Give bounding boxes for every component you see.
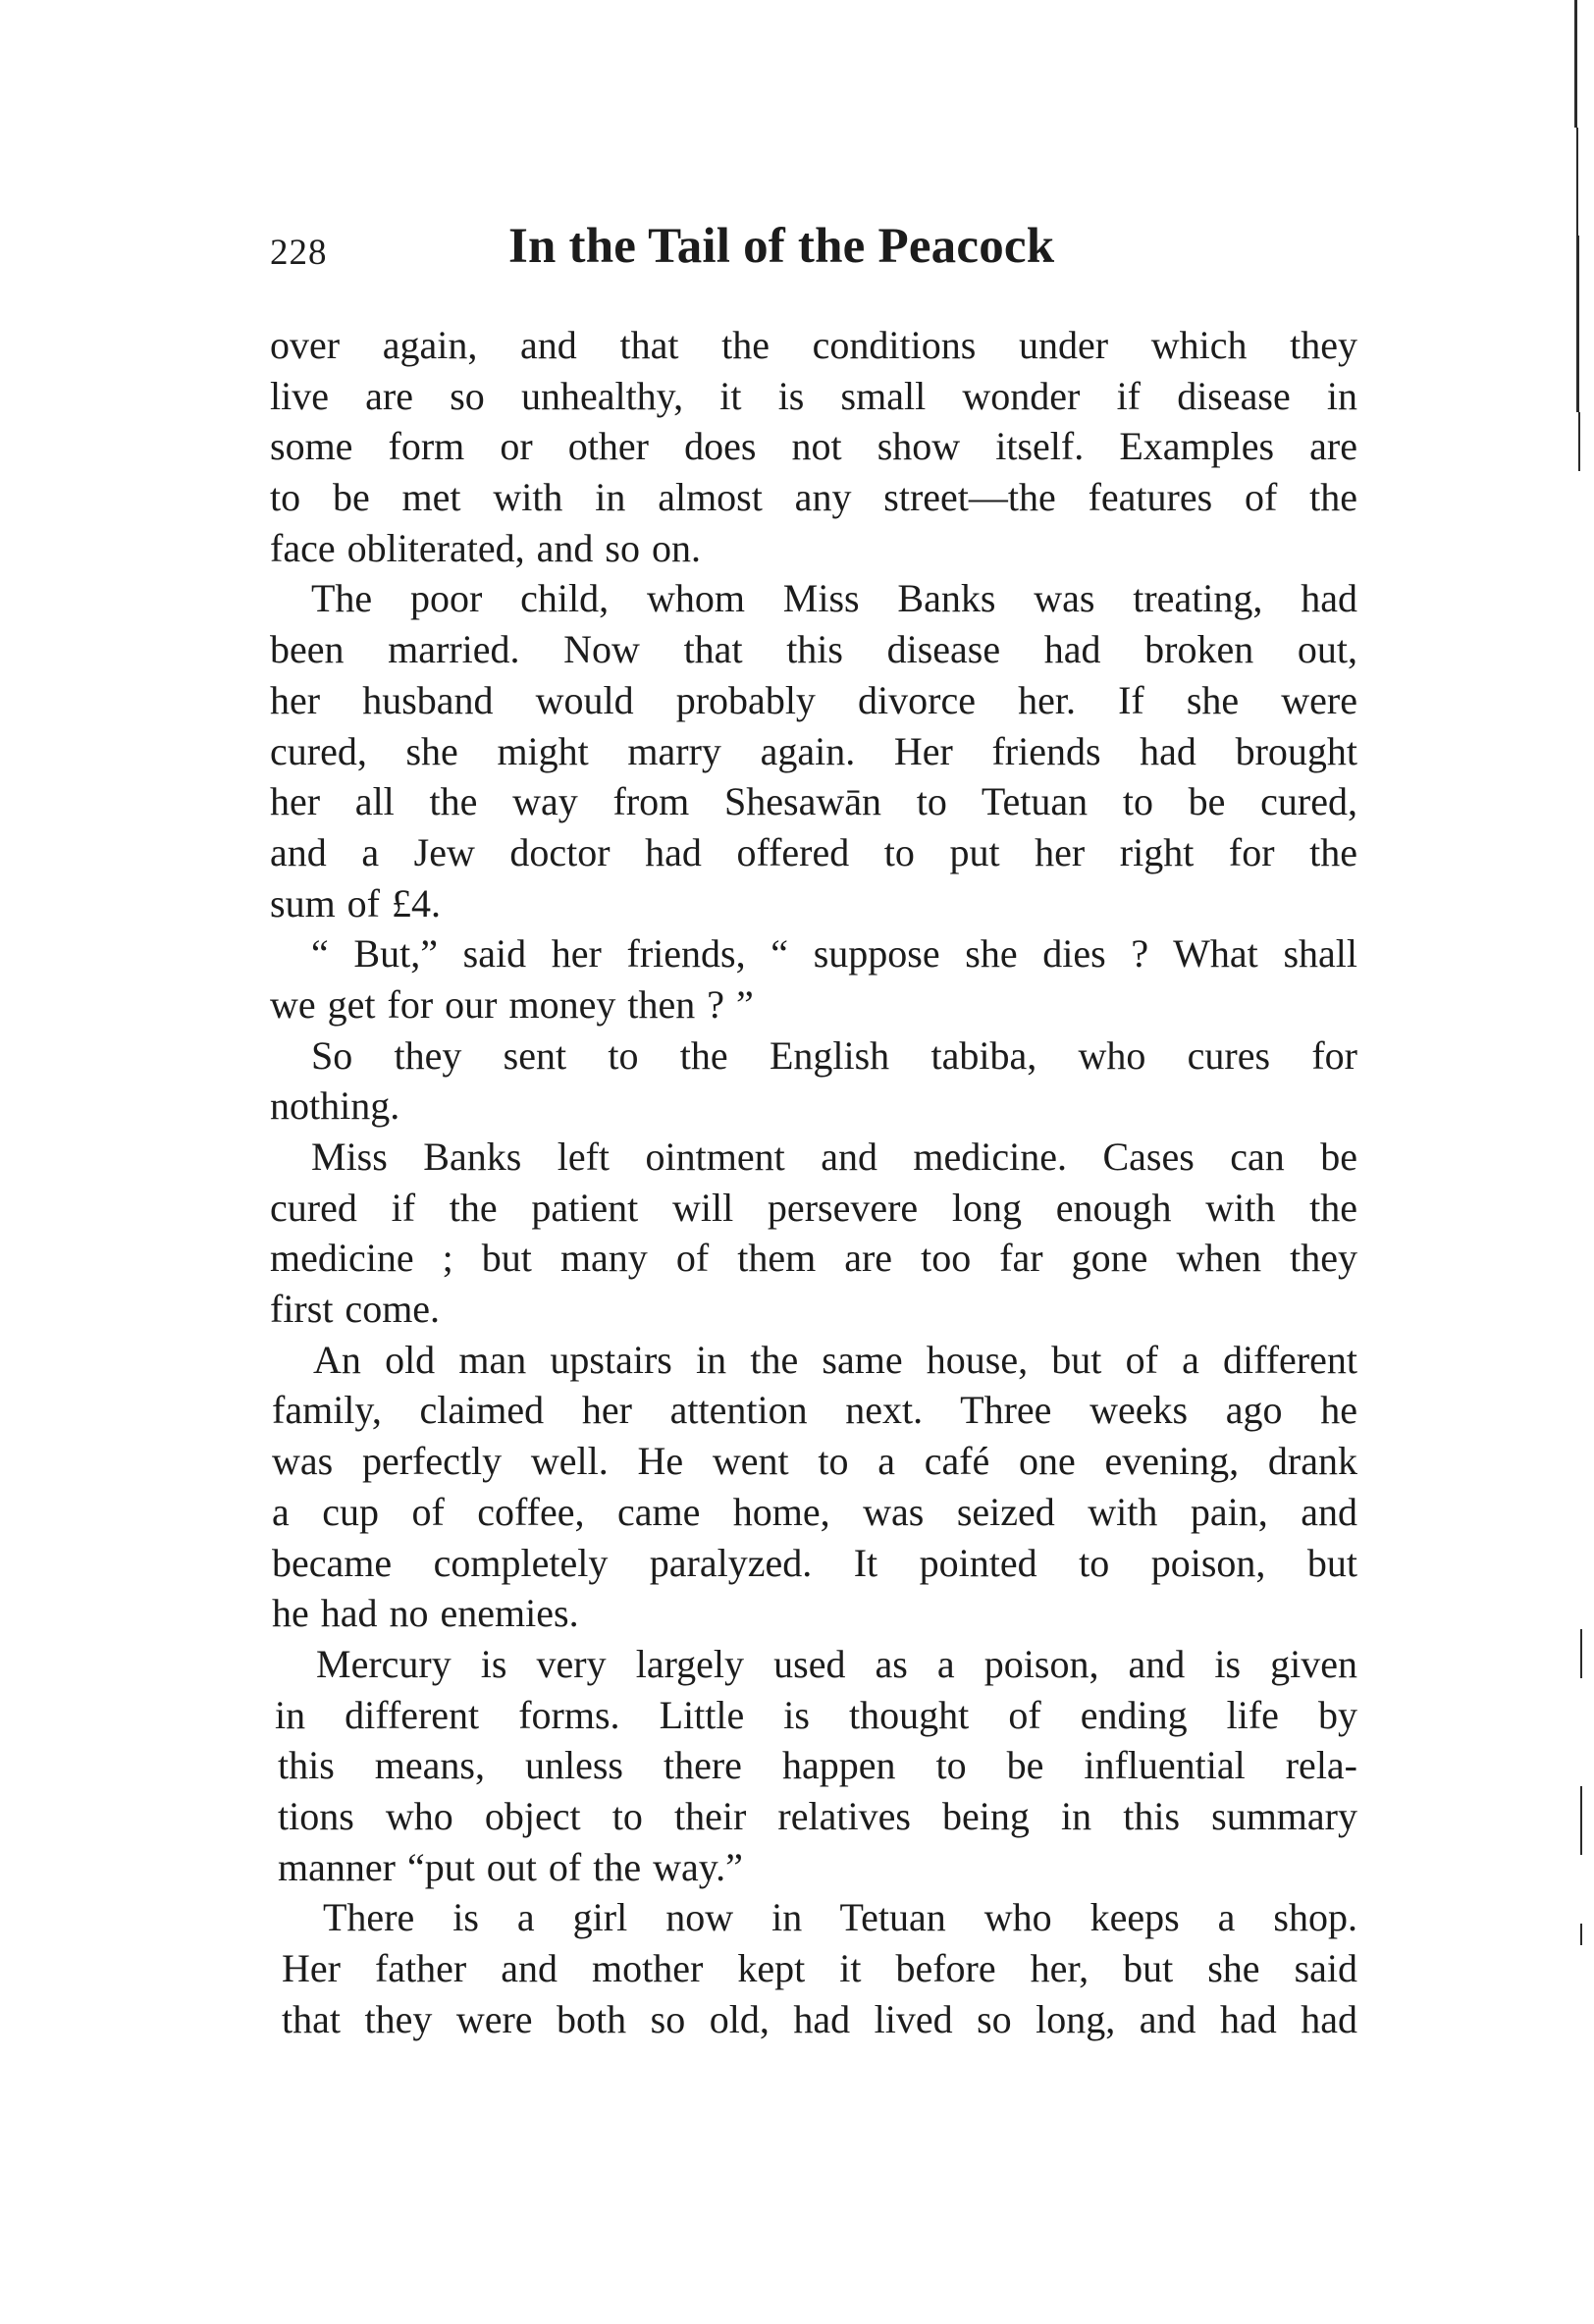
paragraph-start-line: The poor child, whom Miss Banks was treating, had [311, 576, 1357, 621]
text-line: to be met with in almost any street—the features of the [270, 475, 1357, 520]
text-line: cured if the patient will persevere long enough with the [270, 1185, 1357, 1230]
text-line: this means, unless there happen to be influential rela- [278, 1743, 1357, 1788]
text-line: medicine ; but many of them are too far gone when they [270, 1236, 1357, 1281]
scan-edge-mark [1580, 1924, 1582, 1945]
text-line: face obliterated, and so on. [270, 525, 701, 570]
text-line: was perfectly well. He went to a café one evening, drank [272, 1439, 1357, 1484]
text-line: tions who object to their relatives being in this summary [278, 1793, 1357, 1838]
scan-edge-mark [1574, 0, 1577, 128]
text-line: and a Jew doctor had offered to put her right for the [270, 829, 1357, 874]
text-line: first come. [270, 1287, 441, 1332]
text-line: he had no enemies. [272, 1591, 579, 1636]
text-line: we get for our money then ? ” [270, 981, 754, 1027]
text-line: her all the way from Shesawān to Tetuan to be cured, [270, 779, 1357, 824]
page-number: 228 [270, 233, 328, 273]
scan-edge-mark [1580, 1629, 1582, 1678]
paragraph-start-line: An old man upstairs in the same house, but of a different [313, 1337, 1357, 1382]
scan-edge-mark [1578, 412, 1580, 471]
page-header [270, 218, 1114, 287]
text-line: in different forms. Little is thought of ending life by [275, 1692, 1357, 1737]
text-line: manner “put out of the way.” [278, 1844, 743, 1889]
text-line: been married. Now that this disease had broken out, [270, 627, 1357, 672]
paragraph-start-line: Miss Banks left ointment and medicine. Cases can be [311, 1135, 1357, 1179]
text-line: that they were both so old, had lived so long, and had had [282, 1996, 1357, 2041]
text-line: some form or other does not show itself. Examples are [270, 424, 1357, 469]
text-line: nothing. [270, 1083, 400, 1129]
running-title: In the Tail of the Peacock [508, 219, 1055, 274]
paragraph-start-line: There is a girl now in Tetuan who keeps a shop. [323, 1895, 1357, 1940]
scan-edge-mark [1580, 1786, 1582, 1855]
body-text [270, 320, 1357, 2044]
text-line: live are so unhealthy, it is small wonder if disease in [270, 373, 1357, 418]
text-line: her husband would probably divorce her. If she were [270, 677, 1357, 722]
paragraph-start-line: “ But,” said her friends, “ suppose she dies ? What shall [311, 931, 1357, 977]
text-line: Her father and mother kept it before her, but she said [282, 1946, 1357, 1990]
text-line: over again, and that the conditions under which they [270, 323, 1357, 367]
text-line: a cup of coffee, came home, was seized with pain, and [272, 1489, 1357, 1534]
text-line: cured, she might marry again. Her friends had brought [270, 728, 1357, 773]
paragraph-start-line: So they sent to the English tabiba, who cures for [311, 1032, 1357, 1078]
scan-edge-mark [1576, 236, 1579, 412]
text-line: sum of £4. [270, 880, 441, 925]
text-line: became completely paralyzed. It pointed to poison, but [272, 1540, 1357, 1585]
paragraph-start-line: Mercury is very largely used as a poison, and is given [316, 1641, 1357, 1686]
text-line: family, claimed her attention next. Three weeks ago he [272, 1388, 1357, 1433]
scan-edge-mark [1576, 128, 1578, 236]
